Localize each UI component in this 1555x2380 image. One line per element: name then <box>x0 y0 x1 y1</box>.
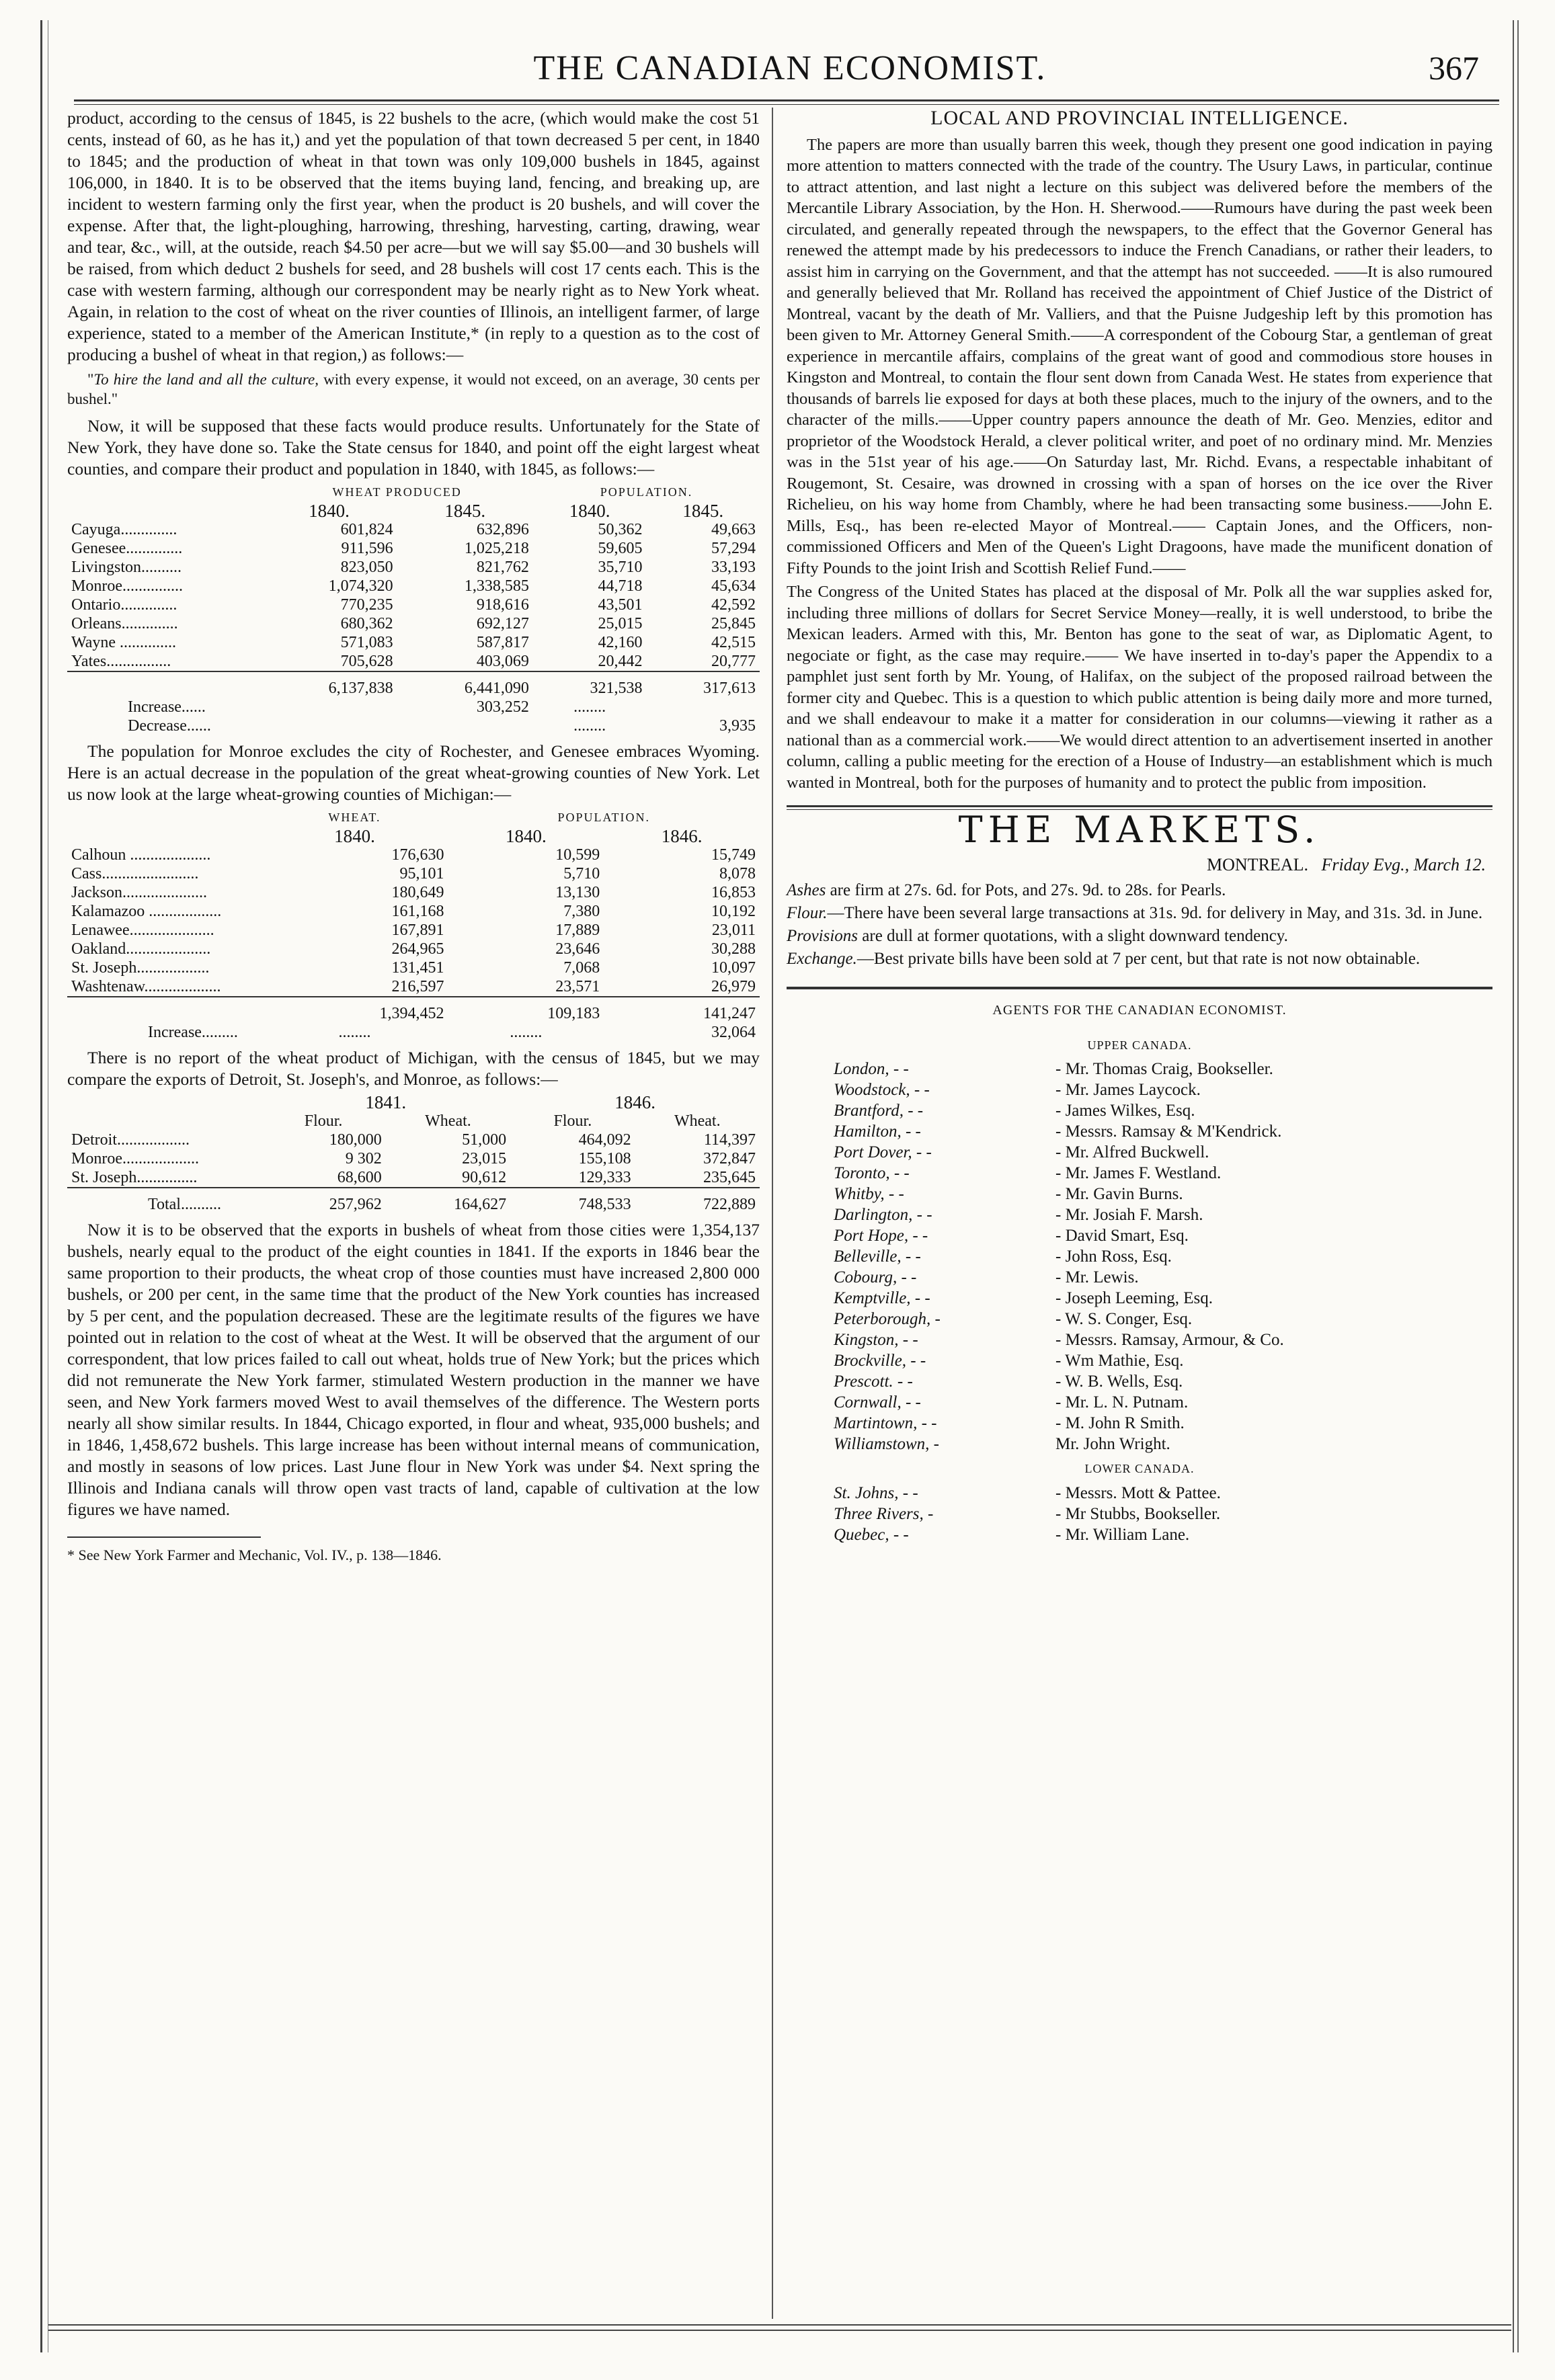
agent-place: Port Hope, - - <box>834 1227 928 1245</box>
right-border <box>1513 20 1519 2352</box>
agent-place: Peterborough, - <box>834 1310 941 1328</box>
agent-name: - Messrs. Ramsay & M'Kendrick. <box>1055 1122 1282 1141</box>
agent-row <box>834 1288 1492 1309</box>
table-year: 1840. <box>505 826 547 846</box>
table-year: 1845. <box>444 501 486 521</box>
header-rule <box>74 99 1499 105</box>
agent-row <box>834 1504 1492 1524</box>
footnote: * See New York Farmer and Mechanic, Vol. IV., p. 138—1846. <box>67 1547 442 1563</box>
table-row: Detroit.................. 180,000 51,000 464,092 114,397 <box>71 1131 756 1149</box>
agent-place: Belleville, - - <box>834 1247 921 1266</box>
table-year: 1846. <box>614 1092 655 1112</box>
table-year: 1840. <box>309 501 350 521</box>
markets-place: MONTREAL. <box>1207 854 1308 874</box>
table-row: Monroe................... 9 302 23,015 155,108 372,847 <box>71 1150 756 1167</box>
agent-name: - John Ross, Esq. <box>1055 1247 1172 1266</box>
agent-name: - David Smart, Esq. <box>1055 1227 1189 1245</box>
agent-row <box>834 1392 1492 1413</box>
agent-place: Darlington, - - <box>834 1206 932 1224</box>
agent-place: St. Johns, - - <box>834 1483 918 1502</box>
bottom-border <box>48 2324 1511 2331</box>
michigan-wheat-table <box>67 808 760 1042</box>
agent-name: - Mr. William Lane. <box>1055 1525 1190 1544</box>
agent-name: Mr. John Wright. <box>1055 1435 1170 1453</box>
paragraph-after-table2: There is no report of the wheat product of Michigan, with the census of 1845, but we may compare the exports of Detroit, St. Joseph's, and Monroe, as follows:— <box>67 1048 760 1089</box>
agent-place: Cobourg, - - <box>834 1268 917 1286</box>
local-news-paragraph: The papers are more than usually barren this week, though they present one good indication in paying more attention to matters connected with the trade of the country. The Usury Laws, in particular, continue to attract attention, and last night a lecture on this subject was delivered before the members of the Mercantile Library Association, by the Hon. H. Sherwood.——Rumours have during the past week been circulated, and generally repeated through the newspapers, to the effect that the Governor General has renewed the attempt made by his predecessors to induce the French Canadians, or rather their leaders, to assist him in carrying on the Government, and that the attempt has not succeeded. ——It is also rumoured and generally believed that Mr. Rolland has received the appointment of Chief Justice of the District of Montreal, vacant by the death of Mr. Valliers, and that the Puisne Judgeship left by this promotion has been given to Mr. Attorney General Smith.——A correspondent of the Cobourg Star, a gentleman of great experience in mercantile affairs, complains of the great want of good and commodious store houses in Kingston and Montreal, to contain the flour sent down from Canada West. He states from experience that thousands of barrels lie exposed for days at both these places, much to the injury of the owners, and to the character of the mills.——Upper country papers announce the death of Mr. Geo. Menzies, editor and proprietor of the Woodstock Herald, a clever political writer, and poet of no ordinary mind. Mr. Menzies was in the 51st year of his age.——On Saturday last, Mr. Richd. Evans, a respectable inhabitant of Rougemont, St. Cesaire, was drowned in crossing with a span of horses on the ice over the River Richelieu, on his way home from Chambly, where he had been transacting some business.——John E. Mills, Esq., has been re-elected Mayor of Montreal.—— Captain Jones, and the Officers, non-commissioned Officers and Men of the Queen's Light Dragoons, have made the munificent donation of Fifty Pounds to the joint Irish and Scottish Relief Fund.—— <box>787 135 1492 577</box>
table-group-header: POPULATION. <box>557 811 650 824</box>
markets-dateline <box>787 854 1486 876</box>
agent-row <box>834 1184 1492 1204</box>
quoted-statement: "To hire the land and all the culture, with every expense, it would not exceed, on an average, 30 cents per bushel." <box>67 371 760 407</box>
agent-name: - Messrs. Ramsay, Armour, & Co. <box>1055 1331 1284 1349</box>
table-group-header: POPULATION. <box>600 485 693 499</box>
markets-title: THE MARKETS. <box>958 809 1321 851</box>
agent-row <box>834 1225 1492 1246</box>
footnote-rule <box>67 1536 261 1538</box>
agent-name: - M. John R Smith. <box>1055 1414 1185 1432</box>
table-row: Kalamazoo .................. 161,168 7,380 10,192 <box>71 903 756 920</box>
table-increase-row: Increase...... 303,252 ........ <box>128 698 606 716</box>
table-row: Oakland..................... 264,965 23,646 30,288 <box>71 940 756 958</box>
agent-row <box>834 1121 1492 1142</box>
agent-name: - Mr. Thomas Craig, Bookseller. <box>1055 1060 1273 1078</box>
table-total-row: 1,394,452 109,183 141,247 <box>67 997 760 1023</box>
agent-place: Hamilton, - - <box>834 1122 921 1141</box>
agent-name: - Mr. Gavin Burns. <box>1055 1185 1183 1203</box>
agent-row <box>834 1246 1492 1267</box>
paragraph-after-quote: Now, it will be supposed that these facts would produce results. Unfortunately for the State of New York, they have done so. Take the State census for 1840, and point off the eight largest wheat counties, and compare their product and population in 1840, with 1845, as follows:— <box>67 416 760 479</box>
agent-place: Prescott. - - <box>834 1372 913 1391</box>
agent-row <box>834 1483 1492 1504</box>
agent-place: Woodstock, - - <box>834 1081 930 1099</box>
agent-place: Three Rivers, - <box>834 1504 934 1523</box>
agent-row <box>834 1204 1492 1225</box>
table-row: Genesee.............. 911,596 1,025,218 59,605 57,294 <box>71 540 756 557</box>
agent-place: Brockville, - - <box>834 1352 926 1370</box>
page-number: 367 <box>1429 49 1479 87</box>
agent-place: Martintown, - - <box>834 1414 937 1432</box>
market-item: Ashes are firm at 27s. 6d. for Pots, and 27s. 9d. to 28s. for Pearls. <box>787 881 1226 899</box>
new-york-wheat-table <box>67 483 760 735</box>
upper-canada-label: UPPER CANADA. <box>1087 1038 1192 1052</box>
agent-name: - Joseph Leeming, Esq. <box>1055 1289 1213 1307</box>
market-item: Flour.—There have been several large transactions at 31s. 9d. for delivery in May, and 31s. 3d. in June. <box>787 904 1483 922</box>
lower-canada-agents <box>787 1483 1492 1545</box>
table-group-header: WHEAT. <box>328 811 381 824</box>
table-year: 1840. <box>334 826 375 846</box>
table-increase-row: Increase......... ........ ........ 32,064 <box>148 1024 756 1041</box>
quote-rest: with every expense, it would not exceed, on an average, 30 cents per bushel." <box>67 371 760 407</box>
table-row: Calhoun .................... 176,630 10,599 15,749 <box>71 846 756 864</box>
agent-name: - Mr. Lewis. <box>1055 1268 1139 1286</box>
agents-title: AGENTS FOR THE CANADIAN ECONOMIST. <box>992 1003 1287 1018</box>
table-total-row: 6,137,838 6,441,090 321,538 317,613 <box>67 671 760 698</box>
table-row: St. Joseph.................. 131,451 7,068 10,097 <box>71 959 756 977</box>
table-row: Yates................ 705,628 403,069 20,442 20,777 <box>71 653 756 670</box>
agent-place: London, - - <box>834 1060 909 1078</box>
table-row: Ontario.............. 770,235 918,616 43,501 42,592 <box>71 596 756 614</box>
agent-row <box>834 1142 1492 1163</box>
exports-table: 1841. 1846. Flour. Wheat. Flour. Wheat. Detroit.................. 180,000 51,000 464,092 114,397 Monroe................... 9 302 23,015 155,108 372,847 St. Joseph............... 68,600 90,612 129,333 235,645 Total.......... 257,962 164,627 748,533 722,889 <box>67 1093 760 1214</box>
agent-place: Cornwall, - - <box>834 1393 921 1411</box>
table-row: Cass........................ 95,101 5,710 8,078 <box>71 865 756 883</box>
table-row: Jackson..................... 180,649 13,130 16,853 <box>71 884 756 901</box>
agent-name: - W. S. Conger, Esq. <box>1055 1310 1193 1328</box>
agent-place: Brantford, - - <box>834 1102 924 1120</box>
agent-name: - Mr. Josiah F. Marsh. <box>1055 1206 1203 1224</box>
table-year: 1846. <box>661 826 703 846</box>
agent-place: Port Dover, - - <box>834 1143 932 1161</box>
agent-name: - Mr. Alfred Buckwell. <box>1055 1143 1209 1161</box>
agents-rule <box>787 987 1492 989</box>
agent-row <box>834 1059 1492 1079</box>
table-year: 1841. <box>365 1092 407 1112</box>
right-column <box>787 108 1492 2319</box>
agent-name: - Wm Mathie, Esq. <box>1055 1352 1184 1370</box>
agent-place: Williamstown, - <box>834 1435 939 1453</box>
agent-name: - James Wilkes, Esq. <box>1055 1102 1195 1120</box>
agent-row <box>834 1524 1492 1545</box>
closing-paragraph: Now it is to be observed that the exports in bushels of wheat from those cities were 1,354,137 bushels, nearly equal to the product of the eight counties in 1841. If the exports in 1846 bear the same proportion to their products, the wheat crop of those counties must have increased 2,800 000 bushels, or 200 per cent, in the same time that the product of the New York counties has increased by 5 per cent, and the population decreased. These are the legitimate results of the figures we have pointed out in relation to the cost of wheat at the West. It will be observed that the argument of our correspondent, that low prices failed to call out wheat, holds true of New York; but the prices which did not remunerate the New York farmer, stimulated Western production in the manner we have seen, and New York farmers moved West to avail themselves of the difference. The Western ports nearly all show similar results. In 1844, Chicago exported, in flour and wheat, 935,000 bushels; and in 1846, 1,458,672 bushels. This large increase has been without internal means of communication, and mostly in seasons of low prices. Last June flour in New York was under $4. Next spring the Illinois and Indiana canals will throw open vast tracts of land, capable of cultivation at the low figures we have named. <box>67 1220 760 1519</box>
agent-place: Kemptville, - - <box>834 1289 930 1307</box>
agent-name: - W. B. Wells, Esq. <box>1055 1372 1183 1391</box>
local-intelligence-title: LOCAL AND PROVINCIAL INTELLIGENCE. <box>930 107 1349 129</box>
table-decrease-row: Decrease...... ........ 3,935 <box>128 717 756 735</box>
table-row: Washtenaw................... 216,597 23,571 26,979 <box>71 978 756 995</box>
market-item: Provisions are dull at former quotations, with a slight downward tendency. <box>787 927 1288 945</box>
agent-row <box>834 1309 1492 1329</box>
table-total-row: Total.......... 257,962 164,627 748,533 722,889 <box>67 1188 760 1214</box>
agent-row <box>834 1413 1492 1434</box>
table-row: Lenawee..................... 167,891 17,889 23,011 <box>71 921 756 939</box>
agent-name: - Mr. James Laycock. <box>1055 1081 1201 1099</box>
agent-row <box>834 1079 1492 1100</box>
table-row: Livingston.......... 823,050 821,762 35,710 33,193 <box>71 559 756 576</box>
agent-row <box>834 1434 1492 1454</box>
agent-place: Whitby, - - <box>834 1185 904 1203</box>
table-group-header: WHEAT PRODUCED <box>332 485 462 499</box>
left-column <box>67 108 760 2319</box>
agent-row <box>834 1371 1492 1392</box>
column-divider <box>772 108 773 2319</box>
agent-row <box>834 1100 1492 1121</box>
local-news-paragraph: The Congress of the United States has placed at the disposal of Mr. Polk all the war supplies asked for, including three millions of dollars for Secret Service Money—really, it is well understood, to bribe the Mexican leaders. Armed with this, Mr. Benton has gone to the seat of war, as Diplomatic Agent, to negociate or fight, as the case may require.—— We have inserted in to-day's paper the Appendix to a pamphlet just sent forth by Mr. Young, of Halifax, on the subject of the proposed railroad between the former city and Quebec. This is a question to which public attention is being daily more and more turned, and we shall endeavour to make it a matter for consideration in our columns—viewing it rather as a national than as a commercial work.——We would direct attention to an advertisement inserted in another column, calling a public meeting for the erection of a House of Industry—an establishment which is much wanted in Montreal, both for the purposes of humanity and to protect the public from imposition. <box>787 583 1492 792</box>
table-row: Monroe............... 1,074,320 1,338,585 44,718 45,634 <box>71 577 756 595</box>
agent-name: - Mr Stubbs, Bookseller. <box>1055 1504 1221 1523</box>
left-border <box>40 20 48 2352</box>
page-title: THE CANADIAN ECONOMIST. <box>533 49 1047 87</box>
intro-paragraph: product, according to the census of 1845, is 22 bushels to the acre, (which would make the cost 51 cents, instead of 60, as he has it,) and yet the population of that town decreased 5 per cent, in 1840 to 1845; and the production of wheat in that town was only 109,000 bushels in 1845, against 106,000, in 1840. It is to be observed that the items buying land, fencing, and breaking up, are incident to western farming only the first year, when the product is 20 bushels, and will cover the expense. After that, the light-ploughing, harrowing, threshing, harvesting, carting, drawing, wear and tear, &c., will, at the outside, reach $4.50 per acre—but we will say $5.00—and 30 bushels will be raised, from which deduct 2 bushels for seed, and 28 bushels will cost 17 cents each. This is the case with western farming, although our correspondent may be nearly right as to New York wheat. Again, in relation to the cost of wheat on the river counties of Illinois, an intelligent farmer, of large experience, stated to a member of the American Institute,* (in reply to a question as to the cost of producing a bushel of wheat in that region,) as follows:— <box>67 108 760 364</box>
table-row: Wayne .............. 571,083 587,817 42,160 42,515 <box>71 634 756 651</box>
agent-row <box>834 1350 1492 1371</box>
table-row: Orleans.............. 680,362 692,127 25,015 25,845 <box>71 615 756 632</box>
markets-date: Friday Evg., March 12. <box>1321 854 1486 874</box>
agent-place: Quebec, - - <box>834 1525 909 1544</box>
table-row: St. Joseph............... 68,600 90,612 129,333 235,645 <box>71 1169 756 1186</box>
table-year: 1845. <box>682 501 724 521</box>
agent-row <box>834 1329 1492 1350</box>
quote-italic: To hire the land and all the culture, <box>93 371 319 388</box>
agent-row <box>834 1267 1492 1288</box>
agent-place: Toronto, - - <box>834 1164 910 1182</box>
agent-name: - Messrs. Mott & Pattee. <box>1055 1483 1221 1502</box>
agent-row <box>834 1163 1492 1184</box>
page-header <box>74 48 1506 102</box>
market-item: Exchange.—Best private bills have been sold at 7 per cent, but that rate is not now obtainable. <box>787 950 1421 968</box>
table-year: 1840. <box>569 501 610 521</box>
agent-place: Kingston, - - <box>834 1331 918 1349</box>
agent-name: - Mr. James F. Westland. <box>1055 1164 1222 1182</box>
paragraph-after-table1: The population for Monroe excludes the city of Rochester, and Genesee embraces Wyoming. Here is an actual decrease in the population of the great wheat-growing counties of New York. Let us now look at the large wheat-growing counties of Michigan:— <box>67 741 760 804</box>
table-row: Cayuga.............. 601,824 632,896 50,362 49,663 <box>71 521 756 538</box>
lower-canada-label: LOWER CANADA. <box>1084 1462 1195 1475</box>
upper-canada-agents <box>787 1059 1492 1454</box>
agent-name: - Mr. L. N. Putnam. <box>1055 1393 1189 1411</box>
